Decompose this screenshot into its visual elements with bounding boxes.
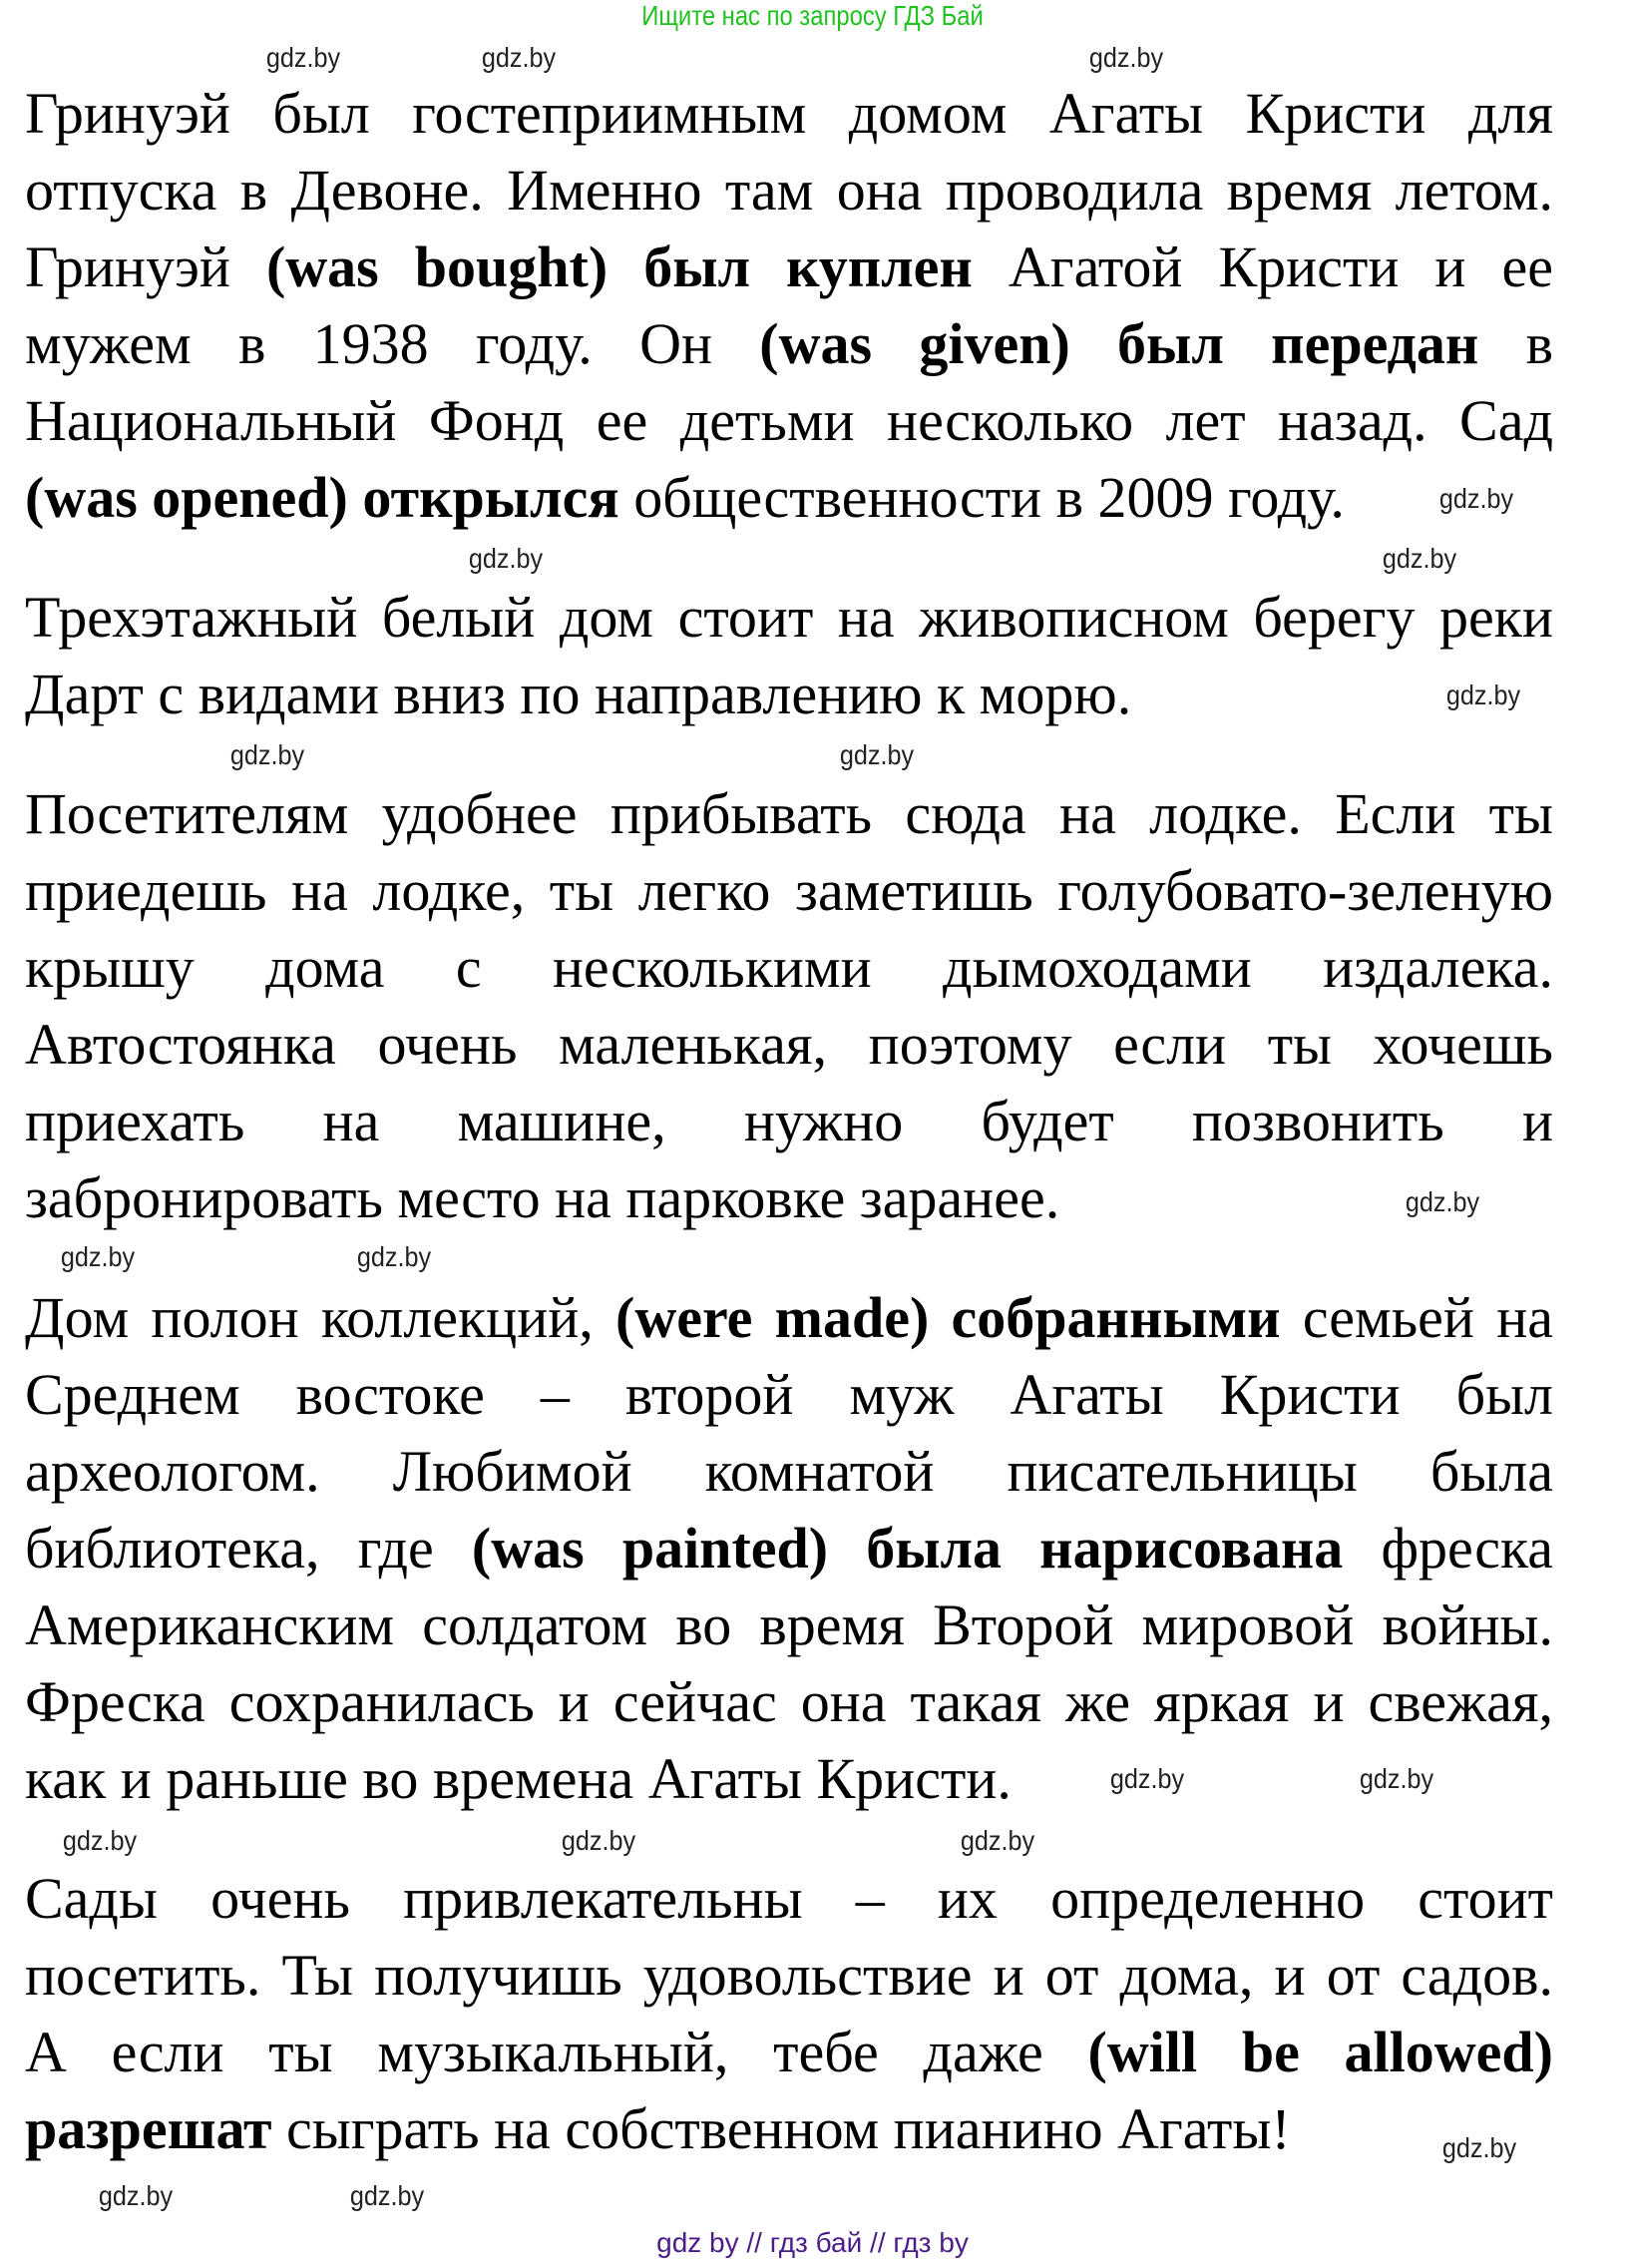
paragraph — [25, 1860, 1553, 2167]
text-segment: в — [1478, 311, 1553, 376]
bold-phrase: (were made) собранными — [615, 1285, 1281, 1350]
watermark-text: gdz.by — [1445, 680, 1521, 710]
bold-phrase: (was bought) был куплен — [265, 234, 973, 299]
text-segment: Фреска сохранилась и сейчас она такая же яркая и свежая, — [25, 1669, 1553, 1734]
bold-phrase: разрешат — [25, 2096, 272, 2161]
text-line — [25, 2090, 1553, 2167]
document-text — [25, 75, 1553, 2210]
text-line — [25, 579, 1553, 656]
text-segment: приедешь на лодке, ты легко заметишь голубовато-зеленую — [25, 858, 1553, 923]
text-segment: крышу дома с несколькими дымоходами издалека. — [25, 935, 1553, 1000]
text-line — [25, 305, 1553, 382]
paragraph — [25, 1279, 1553, 1817]
paragraph — [25, 75, 1553, 536]
text-line — [25, 1937, 1553, 2014]
text-segment: Посетителям удобнее прибывать сюда на лодке. Если ты — [25, 781, 1553, 846]
text-segment: мужем в 1938 году. Он — [25, 311, 760, 376]
text-segment: как и раньше во времена Агаты Кристи. — [25, 1746, 1012, 1811]
watermark-text: gdz.by — [229, 739, 305, 770]
watermark-text: gdz.by — [1382, 543, 1457, 574]
search-hint-banner: Ищите нас по запросу ГДЗ Бай — [641, 0, 984, 31]
watermark-text: gdz.by — [1405, 1186, 1480, 1217]
text-segment: библиотека, где — [25, 1516, 472, 1581]
watermark-text: gdz.by — [1438, 483, 1514, 514]
bold-phrase: (was given) был передан — [759, 311, 1479, 376]
watermark-text: gdz.by — [1088, 42, 1164, 73]
text-line — [25, 1510, 1553, 1587]
text-line — [25, 1587, 1553, 1663]
text-segment: сыграть на собственном пианино Агаты! — [271, 2096, 1291, 2161]
watermark-text: gdz.by — [349, 2180, 425, 2211]
bold-phrase: (was painted) была нарисована — [471, 1516, 1344, 1581]
watermark-text: gdz.by — [60, 1241, 136, 1272]
text-segment: семьей на — [1280, 1285, 1553, 1350]
text-segment: отпуска в Девоне. Именно там она проводила время летом. — [25, 158, 1553, 223]
watermark-text: gdz.by — [98, 2180, 174, 2211]
text-line — [25, 2014, 1553, 2090]
text-segment: фреска — [1343, 1516, 1554, 1581]
watermark-text: gdz.by — [481, 42, 557, 73]
footer-links: gdz by // гдз бай // гдз by — [656, 2227, 969, 2258]
text-segment: Агатой Кристи и ее — [972, 234, 1553, 299]
text-segment: Дом полон коллекций, — [25, 1285, 616, 1350]
text-segment: Дарт с видами вниз по направлению к морю. — [25, 662, 1132, 726]
watermark-text: gdz.by — [1359, 1763, 1434, 1794]
text-line — [25, 459, 1553, 536]
text-line — [25, 1083, 1553, 1159]
text-segment: приехать на машине, нужно будет позвонить и — [25, 1089, 1553, 1153]
text-line — [25, 1006, 1553, 1083]
text-line — [25, 1663, 1553, 1740]
text-segment: посетить. Ты получишь удовольствие и от дома, и от садов. — [25, 1943, 1553, 2008]
text-segment: А если ты музыкальный, тебе даже — [25, 2020, 1088, 2084]
text-segment: Гринуэй был гостеприимным домом Агаты Кристи для — [25, 81, 1553, 146]
bold-phrase: (was opened) открылся — [25, 465, 619, 530]
text-line — [25, 1159, 1553, 1236]
paragraph — [25, 775, 1553, 1236]
text-segment: Гринуэй — [25, 234, 266, 299]
text-line — [25, 228, 1553, 305]
text-line — [25, 75, 1553, 152]
watermark-text: gdz.by — [1441, 2132, 1517, 2163]
text-line — [25, 852, 1553, 929]
text-line — [25, 152, 1553, 228]
text-segment: Сады очень привлекательны – их определенно стоит — [25, 1866, 1553, 1931]
watermark-text: gdz.by — [839, 739, 915, 770]
text-line — [25, 1279, 1553, 1356]
text-segment: Американским солдатом во время Второй мировой войны. — [25, 1592, 1553, 1657]
watermark-text: gdz.by — [62, 1825, 138, 1856]
watermark-text: gdz.by — [265, 42, 341, 73]
text-segment: забронировать место на парковке заранее. — [25, 1165, 1060, 1230]
text-segment: Среднем востоке – второй муж Агаты Кристи был — [25, 1362, 1553, 1427]
watermark-text: gdz.by — [561, 1825, 636, 1856]
watermark-text: gdz.by — [1109, 1763, 1185, 1794]
text-segment: общественности в 2009 году. — [618, 465, 1345, 530]
text-line — [25, 1433, 1553, 1510]
text-segment: археологом. Любимой комнатой писательницы была — [25, 1439, 1553, 1504]
watermark-text: gdz.by — [356, 1241, 432, 1272]
text-line — [25, 656, 1553, 732]
text-segment: Трехэтажный белый дом стоит на живописном берегу реки — [25, 585, 1553, 650]
bold-phrase: (will be allowed) — [1087, 2020, 1553, 2084]
text-line — [25, 775, 1553, 852]
watermark-text: gdz.by — [960, 1825, 1035, 1856]
text-segment: Национальный Фонд ее детьми несколько лет назад. Сад — [25, 388, 1553, 453]
text-segment: Автостоянка очень маленькая, поэтому если ты хочешь — [25, 1012, 1553, 1077]
watermark-text: gdz.by — [468, 543, 544, 574]
text-line — [25, 929, 1553, 1006]
text-line — [25, 1356, 1553, 1433]
text-line — [25, 1860, 1553, 1937]
text-line — [25, 382, 1553, 459]
text-line — [25, 1740, 1553, 1817]
paragraph — [25, 579, 1553, 732]
